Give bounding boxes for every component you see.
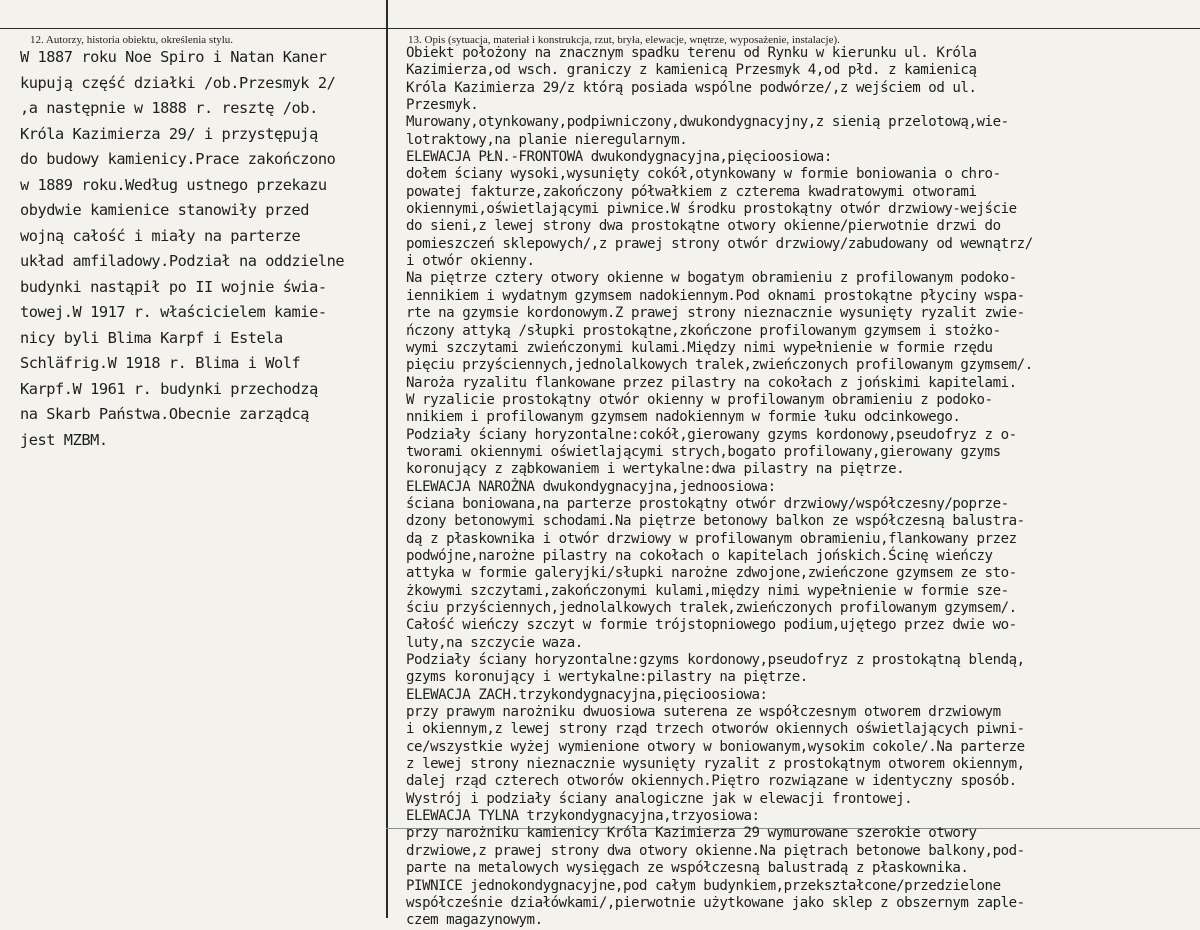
section-13-header: 13. Opis (sytuacja, materiał i konstrukcja, rzut, bryła, elewacje, wnętrze, wyposażenie, instalacje). [408, 34, 840, 46]
text-line: gzyms koronujący i wertykalne:pilastry na piętrze. [406, 669, 808, 686]
text-line: pięciu przyściennych,jednolalkowych tralek,zwieńczonych profilowanym gzymsem/. [406, 357, 1033, 374]
text-line: dzony betonowymi schodami.Na piętrze betonowy balkon ze współczesną balustra- [406, 513, 1025, 530]
text-line: podwójne,narożne pilastry na cokołach o kapitelach jońskich.Ścinę wieńczy [406, 547, 993, 564]
text-line: attyka w formie galeryjki/słupki narożne zdwojone,zwieńczone gzymsem ze sto- [406, 565, 1017, 582]
text-line: Wystrój i podziały ściany analogiczne jak w elewacji frontowej. [406, 790, 913, 807]
text-line: Schläfrig.W 1918 r. Blima i Wolf [20, 354, 301, 372]
text-line: wojną całość i miały na parterze [20, 226, 301, 245]
text-line: współcześnie działówkami/,pierwotnie użytkowane jako sklep z obszernym zaple- [406, 894, 1025, 911]
text-line: nicy byli Blima Karpf i Estela [20, 328, 283, 347]
text-line: Obiekt położony na znacznym spadku terenu od Rynku w kierunku ul. Króla [406, 45, 977, 61]
text-line: ELEWACJA TYLNA trzykondygnacyjna,trzyosiowa: [406, 808, 760, 825]
text-line: drzwiowe,z prawej strony dwa otwory okienne.Na piętrach betonowe balkony,pod- [406, 842, 1025, 859]
text-line: żkowymi szczytami,zakończonymi kulami,między nimi wypełnienie w formie sze- [406, 582, 1009, 599]
text-line: jest MZBM. [20, 430, 108, 449]
text-line: ściu przyściennych,jednolalkowych tralek,zwieńczonych profilowanym gzymsem/. [406, 600, 1017, 616]
text-line: Karpf.W 1961 r. budynki przechodzą [20, 379, 318, 398]
text-line: przy narożniku kamienicy Króla Kazimierza 29 wymurowane szerokie otwory [406, 825, 977, 842]
text-line: Podziały ściany horyzontalne:gzyms kordonowy,pseudofryz z prostokątną blendą, [406, 652, 1025, 669]
text-line: przy prawym narożniku dwuosiowa suterena ze współczesnym otworem drzwiowym [406, 704, 1001, 721]
text-line: Całość wieńczy szczyt w formie trójstopniowego podium,ujętego przez dwie wo- [406, 617, 1017, 634]
text-line: czem magazynowym. [406, 912, 543, 929]
section-12-header: 12. Autorzy, historia obiektu, określenia stylu. [30, 34, 234, 46]
text-line: ściana boniowana,na parterze prostokątny otwór drzwiowy/współczesny/poprze- [406, 495, 1009, 512]
text-line: lotraktowy,na planie nieregularnym. [406, 131, 688, 148]
text-line: W 1887 roku Noe Spiro i Natan Kaner [20, 48, 327, 66]
text-line: ,a następnie w 1888 r. resztę /ob. [20, 99, 318, 117]
text-line: i otwór okienny. [406, 253, 535, 270]
text-line: koronujący z ząbkowaniem i wertykalne:dwa pilastry na piętrze. [406, 461, 905, 478]
text-line: z lewej strony nieznacznie wysunięty ryzalit z prostokątnym otworem okiennym, [406, 756, 1025, 773]
text-line: Przesmyk. [406, 97, 479, 114]
text-line: iennikiem i wydatnym gzymsem nadokiennym.Pod oknami prostokątne płyciny wspa- [406, 287, 1025, 304]
text-line: okiennymi,oświetlającymi piwnice.W środku prostokątny otwór drzwiowy-wejście [406, 201, 1017, 218]
text-line: Naroża ryzalitu flankowane przez pilastry na cokołach z jońskimi kapitelami. [406, 374, 1017, 391]
text-line: Podziały ściany horyzontalne:cokół,gierowany gzyms kordonowy,pseudofryz z o- [406, 426, 1017, 443]
text-line: Na piętrze cztery otwory okienne w bogatym obramieniu z profilowanym podoko- [406, 270, 1017, 287]
text-line: do budowy kamienicy.Prace zakończono [20, 150, 336, 168]
text-line: nnikiem i profilowanym gzymsem nadokiennym w formie łuku odcinkowego. [406, 409, 961, 426]
text-line: Króla Kazimierza 29/ i przystępują [20, 124, 318, 143]
text-line: i okiennym,z lewej strony rząd trzech otworów okiennych oświetlających piwni- [406, 721, 1025, 738]
text-line: pomieszczeń sklepowych/,z prawej strony otwór drzwiowy/zabudowany od wewnątrz/ [406, 235, 1033, 252]
text-line: Kazimierza,od wsch. graniczy z kamienicą Przesmyk 4,od płd. z kamienicą [406, 62, 977, 79]
text-line: luty,na szczycie waza. [406, 634, 583, 651]
text-line: ELEWACJA PŁN.-FRONTOWA dwukondygnacyjna,pięcioosiowa: [406, 149, 832, 166]
text-line: ce/wszystkie wyżej wymienione otwory w boniowanym,wysokim cokole/.Na parterze [406, 738, 1025, 755]
text-line: obydwie kamienice stanowiły przed [20, 201, 310, 219]
text-line: ńczony attyką /słupki prostokątne,zkończone profilowanym gzymsem i stożko- [406, 322, 1001, 339]
text-line: wymi szczytami zwieńczonymi kulami.Między nimi wypełnienie w formie rzędu [406, 339, 993, 356]
text-line: ELEWACJA ZACH.trzykondygnacyjna,pięcioosiowa: [406, 686, 768, 703]
text-line: dą z płaskownika i otwór drzwiowy w profilowanym obramieniu,flankowany przez [406, 530, 1017, 547]
text-line: do sieni,z lewej strony dwa prostokątne otwory okienne/pierwotnie drzwi do [406, 218, 1001, 235]
text-line: układ amfiladowy.Podział na oddzielne [20, 252, 345, 270]
text-line: dołem ściany wysoki,wysunięty cokół,otynkowany w formie boniowania o chro- [406, 166, 1001, 183]
text-line: Króla Kazimierza 29/z którą posiada wspólne podwórze/,z wejściem od ul. [406, 79, 977, 96]
text-line: w 1889 roku.Według ustnego przekazu [20, 175, 327, 194]
text-line: Murowany,otynkowany,podpiwniczony,dwukondygnacyjny,z sienią przelotową,wie- [406, 114, 1009, 131]
header-rule [0, 28, 1200, 29]
text-line: tworami okiennymi oświetlającymi strych,bogato profilowany,gierowany gzyms [406, 443, 1001, 460]
text-line: ELEWACJA NAROŻNA dwukondygnacyjna,jednoosiowa: [406, 478, 776, 495]
text-line: W ryzalicie prostokątny otwór okienny w profilowanym obramieniu z podoko- [406, 391, 993, 408]
description-column [406, 45, 1200, 930]
history-column [20, 45, 390, 453]
text-line: rte na gzymsie kordonowym.Z prawej strony nieznacznie wysunięty ryzalit zwie- [406, 305, 1025, 322]
text-line: parte na metalowych wysięgach ze współczesną balustradą z płaskownika. [406, 860, 969, 877]
text-line: PIWNICE jednokondygnacyjne,pod całym budynkiem,przekształcone/przedzielone [406, 877, 1001, 894]
text-line: budynki nastąpił po II wojnie świa- [20, 277, 327, 296]
text-line: dalej rząd czterech otworów okiennych.Piętro rozwiązane w identyczny sposób. [406, 773, 1017, 790]
text-line: powatej fakturze,zakończony półwałkiem z czterema kwadratowymi otworami [406, 183, 977, 200]
text-line: kupują część działki /ob.Przesmyk 2/ [20, 73, 336, 92]
text-line: towej.W 1917 r. właścicielem kamie- [20, 303, 327, 321]
text-line: na Skarb Państwa.Obecnie zarządcą [20, 405, 310, 423]
